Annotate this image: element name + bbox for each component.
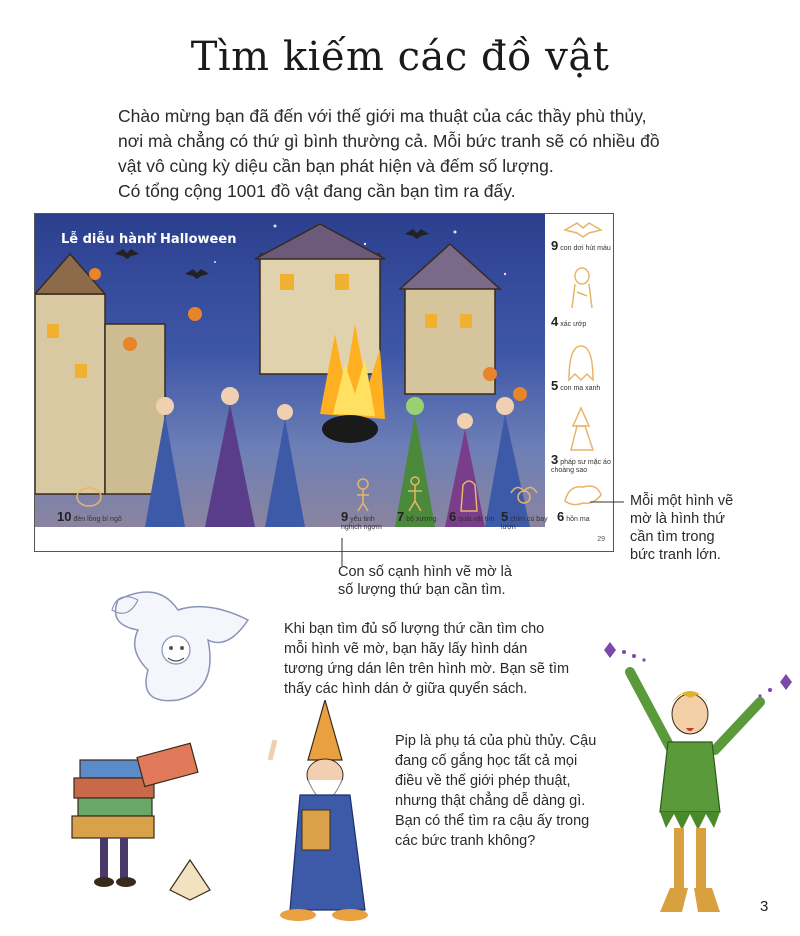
item-label: bộ xương	[406, 516, 437, 523]
callout-line: bức tranh lớn.	[630, 547, 721, 563]
callout-line: Con số cạnh hình vẽ mờ là	[338, 564, 512, 580]
stickers-paragraph	[284, 619, 604, 699]
paragraph-line: tương ứng dán lên trên hình mờ. Bạn sẽ tìm	[284, 661, 570, 677]
item-label: con dơi hút máu	[560, 245, 611, 252]
item-count: 4	[551, 314, 559, 329]
number-callout	[338, 563, 558, 599]
page-title: Tìm kiếm các đồ vật	[190, 34, 610, 80]
item-label: hồn ma	[566, 516, 590, 523]
item-count: 5	[551, 378, 559, 393]
item-count: 9	[341, 509, 349, 524]
wizard-with-books-illustration	[70, 700, 400, 936]
scene-title: Lễ diễu hành Halloween	[61, 232, 237, 247]
item-count: 10	[57, 509, 72, 524]
item-count: 9	[551, 238, 559, 253]
callout-line: Mỗi một hình vẽ	[630, 493, 734, 509]
paragraph-line: thấy các hình dán ở giữa quyển sách.	[284, 681, 528, 697]
callout-line: mờ là hình thứ	[630, 511, 725, 527]
item-label: xác ướp	[560, 321, 587, 328]
item-label: pháp sư mặc áo choàng sao	[551, 459, 611, 474]
item-count: 5	[501, 509, 509, 524]
spread-page-number: 29	[597, 536, 605, 543]
paragraph-line: Pip là phụ tá của phù thủy. Cậu	[395, 733, 597, 749]
paragraph-line: các bức tranh không?	[395, 833, 536, 849]
item-label: con ma xanh	[560, 385, 601, 392]
paragraph-line: nhưng thật chẳng dễ dàng gì.	[395, 793, 586, 809]
intro-line: nơi mà chẳng có thứ gì bình thường cả. Mỗi bức tranh sẽ có nhiều đồ	[118, 131, 660, 151]
callout-line: cần tìm trong	[630, 529, 715, 545]
callout-line: số lượng thứ bạn cần tìm.	[338, 582, 506, 598]
ghost-image-callout	[630, 492, 790, 564]
pip-illustration	[590, 632, 800, 922]
item-count: 7	[397, 509, 405, 524]
paragraph-line: đang cố gắng học tất cả mọi	[395, 753, 578, 769]
intro-line: vật vô cùng kỳ diệu cần bạn phát hiện và đếm số lượng.	[118, 156, 554, 176]
item-label: chim cú bay lượn	[501, 516, 548, 531]
item-label: yêu tinh nghịch ngợm	[341, 516, 382, 531]
intro-line: Chào mừng bạn đã đến với thế giới ma thuật của các thầy phù thủy,	[118, 106, 647, 126]
page-number: 3	[760, 898, 769, 915]
paragraph-line: Khi bạn tìm đủ số lượng thứ cần tìm cho	[284, 621, 545, 637]
item-label: quái vật tím	[458, 516, 495, 523]
item-count: 3	[551, 452, 559, 467]
item-count: 6	[557, 509, 565, 524]
item-count: 6	[449, 509, 457, 524]
item-label: đèn lồng bí ngô	[73, 516, 122, 523]
paragraph-line: điều về thế giới phép thuật,	[395, 773, 571, 789]
paragraph-line: mỗi hình vẽ mờ, bạn hãy lấy hình dán	[284, 641, 528, 657]
paragraph-line: Bạn có thể tìm ra cậu ấy trong	[395, 813, 590, 829]
faded-wizard-ghost-illustration	[98, 580, 268, 720]
intro-line: Có tổng cộng 1001 đồ vật đang cần bạn tìm ra đấy.	[118, 181, 516, 201]
